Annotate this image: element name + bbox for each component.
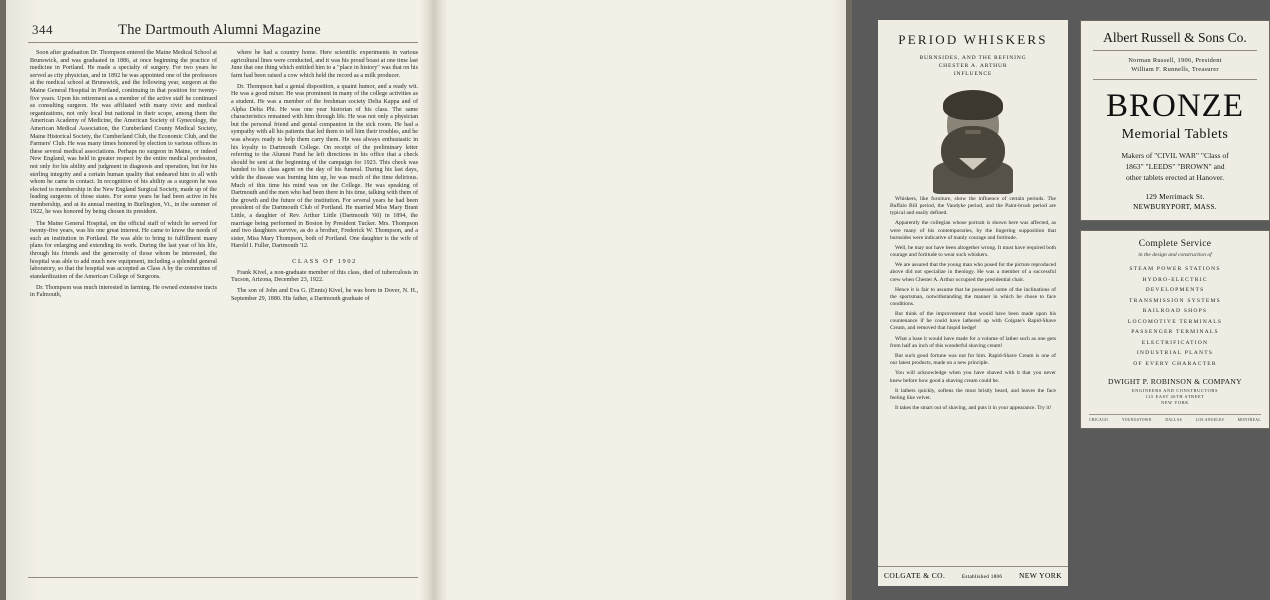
russell-president: Norman Russell, 1906, President <box>1128 57 1222 64</box>
list-item: HYDRO-ELECTRIC <box>1142 276 1208 283</box>
paragraph: Frank Kivel, a non-graduate member of this class, died of tuberculosis in Tucson, Arizona, December 23, 1922. <box>231 269 418 284</box>
russell-advertisement <box>1080 20 1270 221</box>
right-ad-column <box>1080 20 1270 586</box>
bearded-man-portrait-illustration <box>921 86 1025 190</box>
list-item: OF EVERY CHARACTER <box>1133 360 1217 367</box>
russell-address <box>1089 192 1261 212</box>
paragraph: Whiskers, like furniture, show the influence of certain periods. The Buffalo Bill period, the Vandyke period, and the Paint-brush period are typical and easily defined. <box>890 196 1056 217</box>
paragraph: We are assured that the young man who posed for the picture reproduced above did not specialize in theology. He was a member of a successful crew when Chester A. Arthur occupied the presidential chair. <box>890 262 1056 283</box>
list-item: TRANSMISSION SYSTEMS <box>1129 297 1221 304</box>
russell-makers-line-2: 1863" "LEEDS" "BROWN" and <box>1125 162 1225 171</box>
russell-makers-line-1: Makers of "CIVIL WAR" "Class of <box>1121 151 1229 160</box>
city-label: DALLAS <box>1165 418 1182 422</box>
colgate-subhead-line-3: INFLUENCE <box>953 71 993 77</box>
colgate-headline: PERIOD WHISKERS <box>898 32 1048 47</box>
colgate-ad-footer <box>878 566 1068 586</box>
colgate-city: NEW YORK <box>1018 571 1062 580</box>
robinson-engineers-line: ENGINEERS AND CONSTRUCTORS <box>1131 388 1219 393</box>
russell-makers-text <box>1089 150 1261 183</box>
list-item: LOCOMOTIVE TERMINALS <box>1127 318 1223 325</box>
paragraph: Well, he may not have been altogether wrong. It must have required both courage and fortitude to wear such whiskers. <box>890 244 1056 259</box>
russell-makers-line-3: other tablets erected at Hanover. <box>1125 173 1225 182</box>
robinson-city-line: NEW YORK <box>1160 400 1190 405</box>
paragraph: The Maine General Hospital, on the official staff of which he served for twenty-five years, was his one great interest. He came to know the needs of such an institution in Portland. He was able to bring to fulfillment many plans for enlarging and extending its work. During the last year of his life, through his friends and the generosity of those whom he interested, the hospital was able to add much new equipment, including a splendid general laboratory, so that the hospital was accepted as Class A by the committee of standardization of the American College of Surgeons. <box>30 220 217 280</box>
paragraph: Soon after graduation Dr. Thompson entered the Maine Medical School at Brunswick, and was graduated in 1886, at once beginning the practice of medicine in Portland. He made a specialty of surgery. For two years he served as city physician, and in 1892 he was appointed one of the professors at the medical school at Brunswick, and the following year, surgeon at the Maine General Hospital in Portland, continuing in that position for twenty-five years. Upon his retirement as a member of the active staff he continued as consulting surgeon. He was affiliated with many civic and medical organizations, not only local but national in their scope, among them the American Academy of Medicine, the American Society of Gynecology, the American Medical Association, the Cumberland County Medical Society, Maine Historical Society, the Cumberland Club, the Economic Club, and the Farmers' Club. He was many times honored by election to various offices in these several medical associations. Perhaps no surgeon in Maine, or indeed New England, was held in greater respect by the entire medical profession, not only for his ability and judgment in diagnosis and operation, but for his sterling integrity and a certain human quality that endeared him to all with whom he came in contact. In recognition of his ability as a surgeon he was elected to membership in the New England Surgical Society, made up of the leading surgeons of those states. For some years he had been active in his membership, and at its annual meeting in Burlington, Vt., in the summer of 1922, he was honored by being chosen its president. <box>30 50 217 216</box>
list-item: STEAM POWER STATIONS <box>1129 266 1221 272</box>
paragraph: Apparently the collegian whose portrait is shown here was affected, as were many of his contemporaries, by the lingering supposition that burnsides were indicative of manly courage and fortitude. <box>890 220 1056 241</box>
left-page <box>6 0 434 600</box>
russell-treasurer: William F. Runnells, Treasurer <box>1131 66 1219 73</box>
colgate-subhead <box>878 54 1068 78</box>
russell-product-headline: BRONZE <box>1106 88 1244 124</box>
paragraph: You will acknowledge when you have shaved with it that you never knew before how good a shaving cream could be. <box>890 370 1056 384</box>
list-item: RAILROAD SHOPS <box>1142 308 1208 314</box>
paragraph: It takes the smart out of shaving, and puts it in your appearance. Try it! <box>895 405 1052 412</box>
paragraph: What a base it would have made for a volume of lather such as one gets from half an inch of this wonderful shaving cream! <box>890 335 1056 349</box>
portrait-hair <box>943 90 1003 120</box>
paragraph: where he had a country home. Here scientific experiments in various agricultural lines were conducted, and it was his proud boast at one time last June that one thing which entitled him to a "place in history" was that on his farm had been raised a cow which held the record as a milk producer. <box>231 50 418 79</box>
header-rule <box>28 42 418 43</box>
divider <box>1093 50 1257 51</box>
paragraph: But such good fortune was not for him. Rapid-Shave Cream is one of our latest products, made on a new principle. <box>890 353 1056 367</box>
right-page <box>434 0 1261 600</box>
colgate-subhead-line-1: BURNSIDES, AND THE REFINING <box>919 55 1027 61</box>
paragraph: But think of the improvement that would have been made upon his countenance if he could have lathered up with Colgate's Rapid-Shave Cream, and removed that hispid hedge! <box>890 311 1056 332</box>
colgate-advertisement <box>878 20 1068 586</box>
paragraph: Hence it is fair to assume that he possessed some of the inclinations of the sportsman, notwithstanding the manner in which he chose to face conditions. <box>890 286 1056 307</box>
russell-product-subhead: Memorial Tablets <box>1121 127 1229 142</box>
colgate-ad-column <box>878 20 1068 586</box>
city-label: LOS ANGELES <box>1195 418 1225 422</box>
robinson-subtitle: in the design and construction of <box>1138 252 1212 258</box>
portrait-mouth <box>965 130 981 134</box>
russell-officers <box>1089 56 1261 74</box>
robinson-advertisement <box>1080 230 1270 429</box>
paragraph: The son of John and Eva G. (Ennis) Kivel, he was born in Dover, N. H., September 29, 1880. His father, a Dartmouth graduate of <box>231 288 418 302</box>
russell-address-street: 129 Merrimack St. <box>1145 193 1205 201</box>
list-item: DEVELOPMENTS <box>1145 287 1205 293</box>
class-heading: CLASS OF 1902 <box>292 257 357 265</box>
article-column-1 <box>30 50 217 570</box>
page-number: 344 <box>32 22 53 37</box>
russell-address-city: NEWBURYPORT, MASS. <box>1133 203 1217 211</box>
robinson-firm-details <box>1089 388 1261 406</box>
footer-rule <box>28 577 418 578</box>
article-column-2 <box>231 50 418 570</box>
left-page-header <box>32 22 414 39</box>
list-item: INDUSTRIAL PLANTS <box>1136 350 1214 356</box>
list-item: ELECTRIFICATION <box>1141 339 1209 346</box>
city-label: YOUNGSTOWN <box>1121 418 1152 422</box>
russell-company-name: Albert Russell & Sons Co. <box>1103 30 1247 45</box>
robinson-services-list <box>1089 264 1261 369</box>
list-item: PASSENGER TERMINALS <box>1131 329 1219 335</box>
running-head: The Dartmouth Alumni Magazine <box>118 22 321 38</box>
robinson-firm-name: DWIGHT P. ROBINSON & COMPANY <box>1108 377 1242 386</box>
colgate-subhead-line-2: CHESTER A. ARTHUR <box>938 63 1008 69</box>
colgate-ad-body <box>878 196 1068 416</box>
paragraph: It lathers quickly, softens the most bristly beard, and leaves the face feeling like velvet. <box>890 387 1056 401</box>
colgate-brand: COLGATE & CO. <box>884 571 946 580</box>
robinson-title: Complete Service <box>1138 239 1212 249</box>
city-label: MONTREAL <box>1237 418 1261 422</box>
advertisement-columns <box>878 20 1270 586</box>
colgate-established: Established 1806 <box>961 574 1003 580</box>
paragraph: Dr. Thompson was much interested in farming. He owned extensive tracts in Falmouth, <box>30 284 217 299</box>
article-columns <box>30 50 418 570</box>
paragraph: Dr. Thompson had a genial disposition, a quaint humor, and a ready wit. He was a good mixer. He was prominent in many of the college activities as a student. He was a member of the freshman society Delta Kappa and of Alpha Delta Phi. He was one year historian of his class. The same characteristics remained with him through life. He was not only a physician but the personal friend and genial companion in the sick room. He had a sympathy with all his patients that led them to tell him their troubles, and he was always ready to help them carry them. He was always enthusiastic in his loyalty to Dartmouth College. On receipt of the preliminary letter referring to the Alumni Fund he left directions in his office that a check should be sent at the beginning of the campaign for 1923. This check was handed to his class agent on the day of his funeral. During his last days, while the disease was burning him up, he was much of the time delirious. Much of this time his mind was on the College. He was speaking of Dartmouth and the men who had been there in his time, talking with them of the growth and the future of the institution. For several years he had been president of the Dartmouth Club of Portland. He married Miss Mary Brant Little, a daughter of Rev. Arthur Little (Dartmouth '60) in 1894, the marriage being performed in Boston by President Tucker. Mrs. Thompson and two daughters survive, as do a brother, Frederick W. Thompson, and a sister, Miss Mary Thompson, both of Portland. One daughter is the wife of Harold I. Fuller, Dartmouth '12. <box>231 83 418 250</box>
city-label: CHICAGO <box>1089 418 1109 422</box>
robinson-office-cities <box>1089 414 1261 422</box>
robinson-street-line: 125 EAST 46TH STREET <box>1145 394 1205 399</box>
divider <box>1093 79 1257 80</box>
